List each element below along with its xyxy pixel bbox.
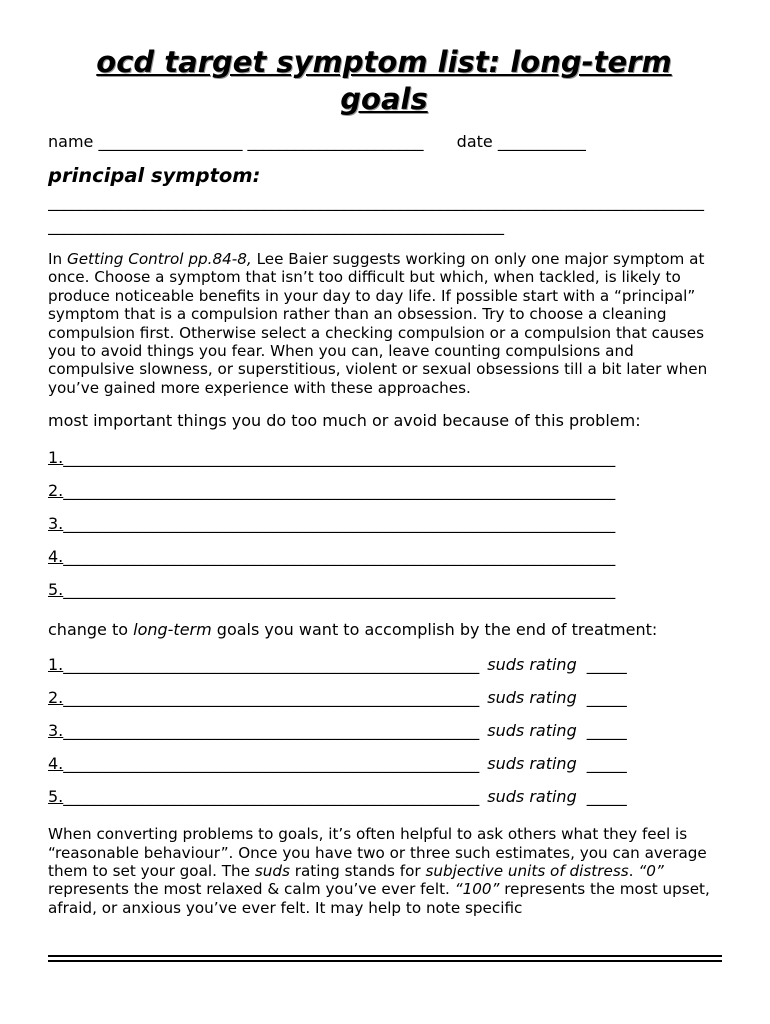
goal-field[interactable]: ____________________________________________________	[63, 754, 480, 774]
problem-item[interactable]	[48, 474, 720, 507]
footer-zero-value: “0”	[638, 862, 664, 881]
problem-field[interactable]: _____________________________________________________________________	[63, 514, 616, 534]
suds-rating-field[interactable]: _____	[586, 787, 627, 807]
problem-number: 5.	[48, 580, 64, 600]
problem-field[interactable]: _____________________________________________________________________	[63, 448, 616, 468]
name-label: name	[48, 132, 94, 151]
intro-body: Lee Baier suggests working on only one major symptom at once. Choose a symptom that isn’t too difficult but which, when tackled, is likely to produce noticeable benefits in your day to day life. If possible start with a “principal” symptom that is a compulsion rather than an obsession. Try to choose a cleaning compulsion first. Otherwise select a checking compulsion or a compulsion that causes you to avoid things you fear. When you can, leave counting compulsions and compulsive slowness, or superstitious, violent or sexual obsessions till a bit later when you’ve gained more experience with these approaches.	[48, 250, 708, 397]
page-title: ocd target symptom list: long-term goals	[96, 45, 672, 116]
problems-list	[48, 441, 720, 606]
problem-number: 2.	[48, 481, 64, 501]
goals-heading-post: goals you want to accomplish by the end of treatment:	[211, 620, 658, 640]
goal-number: 3.	[48, 721, 64, 741]
goal-number: 1.	[48, 655, 64, 675]
goal-field[interactable]: ____________________________________________________	[63, 787, 480, 807]
problem-item[interactable]	[48, 540, 720, 573]
footer-text-2: rating stands for	[289, 862, 426, 881]
suds-rating-label: suds rating	[487, 754, 577, 774]
problem-field[interactable]: _____________________________________________________________________	[63, 547, 616, 567]
goal-field[interactable]: ____________________________________________________	[63, 655, 480, 675]
footer-suds-term: suds	[254, 862, 290, 881]
problem-number: 3.	[48, 514, 64, 534]
footer-paragraph	[48, 825, 720, 917]
footer-text-3: .	[628, 862, 639, 881]
goals-heading-pre: change to	[48, 620, 134, 640]
suds-rating-field[interactable]: _____	[586, 754, 627, 774]
problem-item[interactable]	[48, 573, 720, 606]
intro-source: Getting Control pp.84-8,	[66, 250, 252, 268]
problem-number: 4.	[48, 547, 64, 567]
goal-number: 5.	[48, 787, 64, 807]
name-date-line	[48, 132, 720, 154]
goal-number: 2.	[48, 688, 64, 708]
principal-symptom-field-2[interactable]: _________________________________________________________	[48, 216, 504, 235]
goal-field[interactable]: ____________________________________________________	[63, 721, 480, 741]
footer-suds-definition: subjective units of distress	[425, 862, 629, 881]
goals-list	[48, 648, 720, 813]
suds-rating-label: suds rating	[487, 688, 577, 708]
name-field[interactable]: __________________ ______________________	[98, 132, 424, 151]
intro-paragraph	[48, 250, 720, 397]
footer-text-4: represents the most relaxed & calm you’ve ever felt.	[48, 880, 455, 899]
intro-pre: In	[48, 250, 67, 268]
suds-rating-field[interactable]: _____	[586, 688, 627, 708]
goal-number: 4.	[48, 754, 64, 774]
footer-hundred-value: “100”	[454, 880, 500, 899]
footer-text-1: When converting problems to goals, it’s often helpful to ask others what they feel is “reasonable behaviour”. Once you have two or three such estimates, you can average them to set your goal. The	[48, 825, 707, 881]
problem-item[interactable]	[48, 507, 720, 540]
problem-field[interactable]: _____________________________________________________________________	[63, 580, 616, 600]
suds-rating-label: suds rating	[487, 655, 577, 675]
goal-item[interactable]	[48, 780, 720, 813]
suds-rating-label: suds rating	[487, 787, 577, 807]
footer-rule-bottom	[48, 960, 722, 962]
principal-symptom-label: principal symptom:	[48, 164, 261, 187]
date-field[interactable]: ___________	[497, 132, 586, 151]
document-page	[48, 44, 720, 917]
date-label: date	[456, 132, 493, 151]
goals-heading-emphasis: long-term	[133, 620, 212, 640]
problem-item[interactable]	[48, 441, 720, 474]
goal-item[interactable]	[48, 714, 720, 747]
goals-heading	[48, 620, 720, 640]
problem-number: 1.	[48, 448, 64, 468]
footer-text-5: represents the most upset, afraid, or anxious you’ve ever felt. It may help to note specific	[48, 880, 710, 917]
footer-rule-top	[48, 955, 722, 957]
problems-heading: most important things you do too much or avoid because of this problem:	[48, 411, 641, 431]
suds-rating-field[interactable]: _____	[586, 721, 627, 741]
suds-rating-label: suds rating	[487, 721, 577, 741]
suds-rating-field[interactable]: _____	[586, 655, 627, 675]
goal-item[interactable]	[48, 648, 720, 681]
problem-field[interactable]: _____________________________________________________________________	[63, 481, 616, 501]
goal-item[interactable]	[48, 747, 720, 780]
goal-item[interactable]	[48, 681, 720, 714]
principal-symptom-field-1[interactable]: __________________________________________________________________________________	[48, 192, 704, 211]
goal-field[interactable]: ____________________________________________________	[63, 688, 480, 708]
